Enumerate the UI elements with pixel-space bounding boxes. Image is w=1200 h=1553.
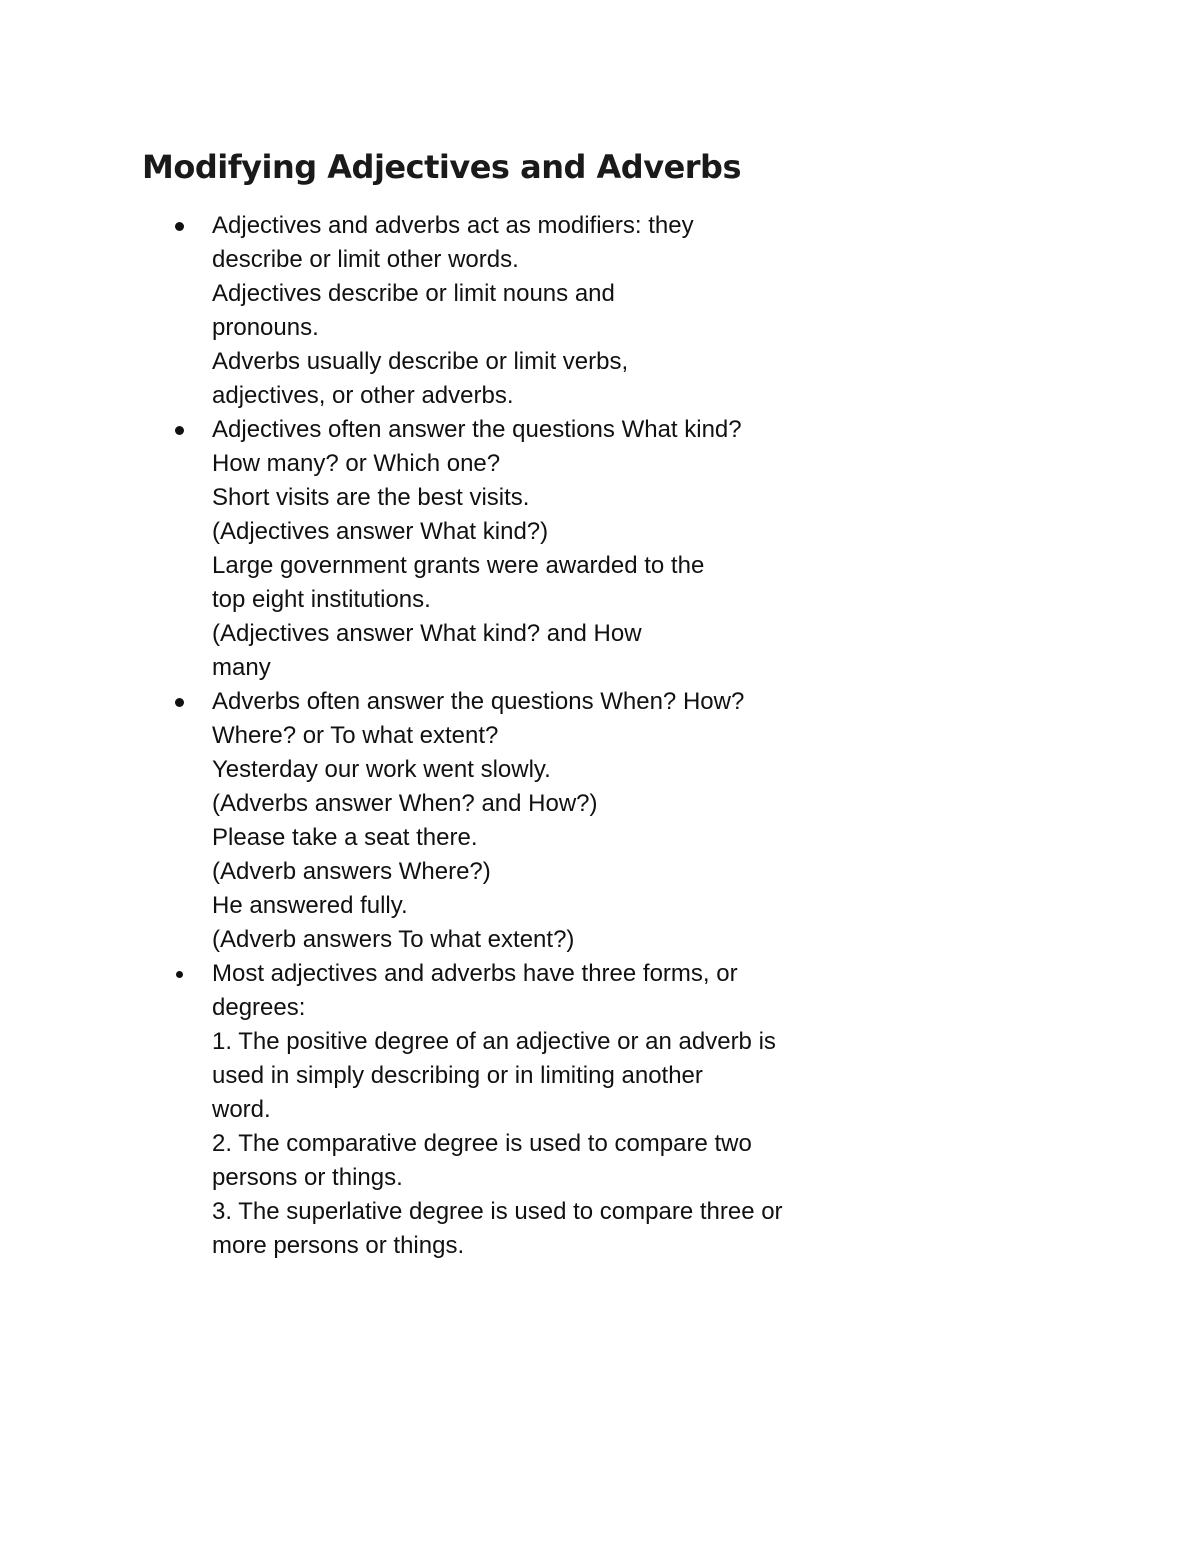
text-line: top eight institutions.	[212, 586, 431, 613]
text-line: 1. The positive degree of an adjective or an adverb is	[212, 1028, 776, 1055]
list-item	[212, 209, 882, 413]
bullet-icon	[176, 971, 183, 978]
bullet-icon	[175, 426, 184, 435]
text-line: Short visits are the best visits.	[212, 484, 530, 511]
text-line: (Adverb answers To what extent?)	[212, 926, 575, 953]
list-item	[212, 413, 882, 685]
text-line: Where? or To what extent?	[212, 722, 499, 749]
text-line: Large government grants were awarded to the	[212, 552, 705, 579]
text-line: Yesterday our work went slowly.	[212, 756, 551, 783]
text-line: Adjectives describe or limit nouns and	[212, 280, 615, 307]
page-title: Modifying Adjectives and Adverbs	[142, 148, 741, 186]
text-line: Most adjectives and adverbs have three forms, or	[212, 960, 738, 987]
text-line: 2. The comparative degree is used to compare two	[212, 1130, 752, 1157]
text-line: degrees:	[212, 994, 306, 1021]
text-line: (Adverb answers Where?)	[212, 858, 491, 885]
text-line: (Adjectives answer What kind? and How	[212, 620, 642, 647]
text-line: (Adverbs answer When? and How?)	[212, 790, 598, 817]
text-line: pronouns.	[212, 314, 319, 341]
list-item	[212, 957, 882, 1263]
text-line: word.	[212, 1096, 271, 1123]
text-line: He answered fully.	[212, 892, 408, 919]
text-line: Adjectives and adverbs act as modifiers: they	[212, 212, 694, 239]
text-line: 3. The superlative degree is used to compare three or	[212, 1198, 783, 1225]
text-line: adjectives, or other adverbs.	[212, 382, 514, 409]
text-line: describe or limit other words.	[212, 246, 519, 273]
text-line: used in simply describing or in limiting another	[212, 1062, 703, 1089]
text-line: Adjectives often answer the questions What kind?	[212, 416, 742, 443]
bullet-icon	[175, 698, 184, 707]
text-line: Adverbs often answer the questions When? How?	[212, 688, 745, 715]
text-line: Adverbs usually describe or limit verbs,	[212, 348, 629, 375]
text-line: more persons or things.	[212, 1232, 465, 1259]
text-line: many	[212, 654, 271, 681]
bullet-icon	[175, 222, 184, 231]
text-line: (Adjectives answer What kind?)	[212, 518, 549, 545]
text-line: How many? or Which one?	[212, 450, 501, 477]
bullet-list	[212, 209, 882, 1263]
text-line: Please take a seat there.	[212, 824, 478, 851]
text-line: persons or things.	[212, 1164, 403, 1191]
list-item	[212, 685, 882, 957]
